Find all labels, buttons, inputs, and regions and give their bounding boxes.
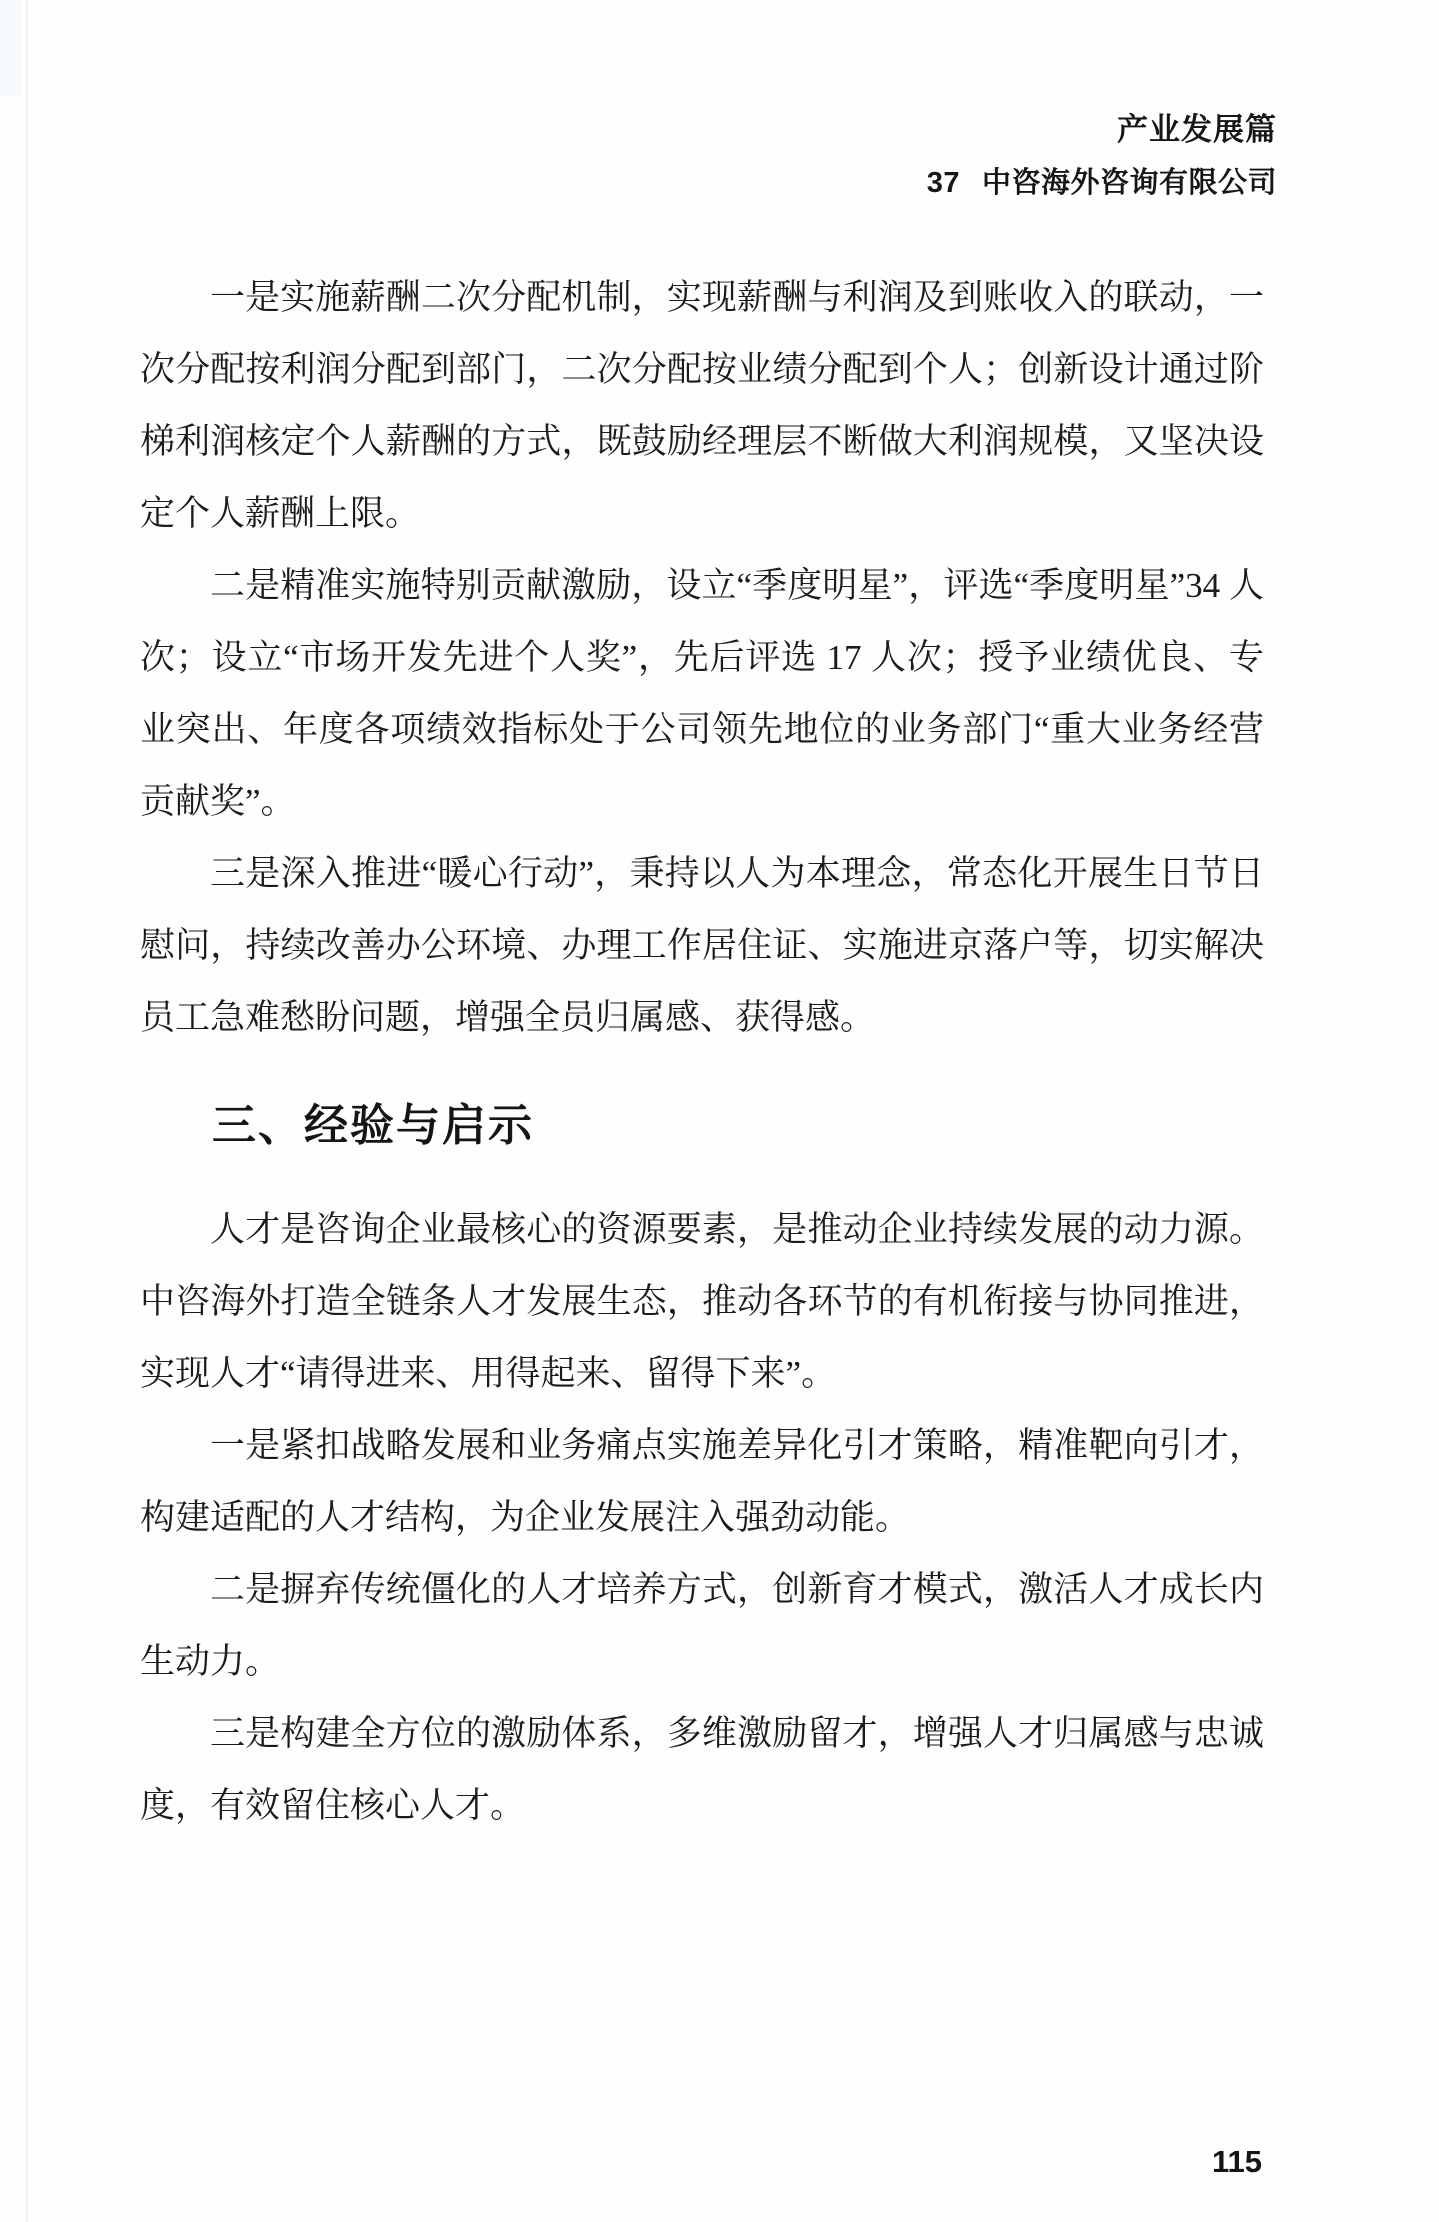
header-doc-number: 37 (926, 167, 960, 199)
page-number: 115 (1211, 2144, 1262, 2179)
header-company-line (927, 164, 1277, 202)
scan-gutter-line (26, 0, 28, 2222)
paragraph-incentive-system: 三是构建全方位的激励体系，多维激励留才，增强人才归属感与忠诚度，有效留住核心人才。 (140, 1714, 1264, 1825)
paragraph-warm-heart-action: 三是深入推进“暖心行动”，秉持以人为本理念，常态化开展生日节日慰问，持续改善办公环境、办理工作居住证、实施进京落户等，切实解决员工急难愁盼问题，增强全员归属感、获得感。 (140, 854, 1264, 1037)
paragraph-talent-cultivation-model: 二是摒弃传统僵化的人才培养方式，创新育才模式，激活人才成长内生动力。 (140, 1570, 1264, 1681)
header-company-name: 中咨海外咨询有限公司 (981, 167, 1277, 199)
running-header (927, 110, 1277, 202)
scan-smudge (0, 0, 22, 95)
paragraph-salary-mechanism: 一是实施薪酬二次分配机制，实现薪酬与利润及到账收入的联动，一次分配按利润分配到部门，二次分配按业绩分配到个人；创新设计通过阶梯利润核定个人薪酬的方式，既鼓励经理层不断做大利润规模，又坚决设定个人薪酬上限。 (140, 278, 1264, 533)
paragraph-special-contribution-awards: 二是精准实施特别贡献激励，设立“季度明星”，评选“季度明星”34 人次；设立“市场开发先进个人奖”，先后评选 17 人次；授予业绩优良、专业突出、年度各项绩效指标处于公司领先地位的业务部门“重大业务经营贡献奖”。 (140, 566, 1264, 821)
paragraph-talent-core-resource: 人才是咨询企业最核心的资源要素，是推动企业持续发展的动力源。中咨海外打造全链条人才发展生态，推动各环节的有机衔接与协同推进，实现人才“请得进来、用得起来、留得下来”。 (140, 1210, 1264, 1393)
main-text-block (140, 262, 1264, 1842)
header-section-title: 产业发展篇 (1117, 112, 1277, 147)
section-heading-experience-insights: 三、经验与启示 (212, 1101, 534, 1150)
paragraph-talent-attraction-strategy: 一是紧扣战略发展和业务痛点实施差异化引才策略，精准靶向引才，构建适配的人才结构，为企业发展注入强劲动能。 (140, 1426, 1264, 1537)
